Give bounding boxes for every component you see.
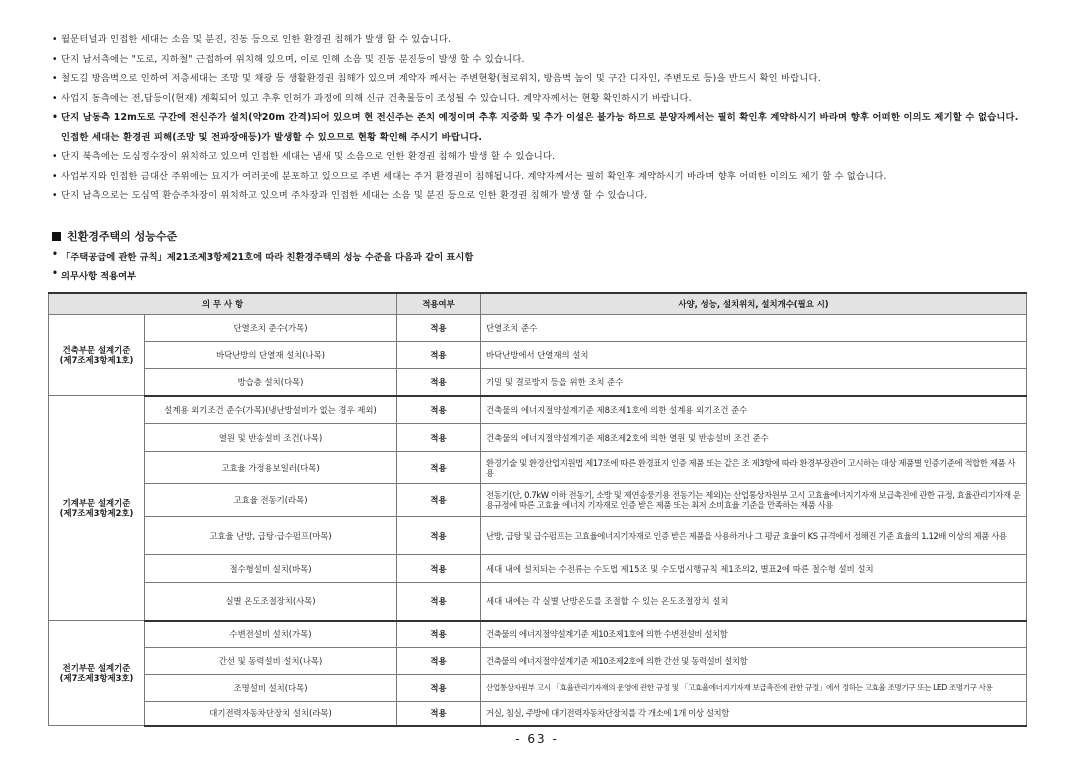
spec-cell: 세대 내에 설치되는 수전류는 수도법 제15조 및 수도법시행규칙 제1조의2, 별표2에 따른 절수형 설비 설치 — [481, 555, 1027, 583]
item-cell: 간선 및 동력설비 설치(나목) — [145, 648, 397, 675]
header-spec: 사양, 성능, 설치위치, 설치개수(필요 시) — [481, 293, 1027, 315]
table-header-row — [49, 293, 1027, 315]
apply-cell: 적용 — [397, 369, 481, 396]
item-cell: 단열조치 준수(가목) — [145, 315, 397, 342]
item-cell: 방습층 설치(다목) — [145, 369, 397, 396]
table-row — [49, 452, 1027, 484]
notice-item: • 사업지 동측에는 전,답등이(현재) 계획되어 있고 추후 인허가 과정에 의해 신규 건축물등이 조성될 수 있습니다. 계약자께서는 현황 확인하시기 바랍니다. — [52, 89, 1027, 109]
item-cell: 절수형설비 설치(바목) — [145, 555, 397, 583]
table-row — [49, 396, 1027, 424]
table-row — [49, 484, 1027, 517]
table-row — [49, 702, 1027, 726]
item-cell: 바닥난방의 단열재 설치(나목) — [145, 342, 397, 369]
item-cell: 실별 온도조절장치(사목) — [145, 583, 397, 621]
table-row — [49, 675, 1027, 702]
spec-cell: 기밀 및 결로방지 등을 위한 조치 준수 — [481, 369, 1027, 396]
notice-item: • 월문터널과 인접한 세대는 소음 및 분진, 진동 등으로 인한 환경권 침해가 발생 할 수 있습니다. — [52, 30, 1027, 50]
table-row — [49, 648, 1027, 675]
apply-cell: 적용 — [397, 484, 481, 517]
spec-cell: 단열조치 준수 — [481, 315, 1027, 342]
apply-cell: 적용 — [397, 702, 481, 726]
category-cell: 전기부문 설계기준 (제7조제3항제3호) — [49, 621, 145, 726]
item-cell: 설계용 외기조건 준수(가목)(냉난방설비가 없는 경우 제외) — [145, 396, 397, 424]
apply-cell: 적용 — [397, 315, 481, 342]
table-row — [49, 369, 1027, 396]
table-row — [49, 621, 1027, 648]
notice-list — [52, 30, 1027, 206]
apply-cell: 적용 — [397, 555, 481, 583]
item-cell: 고효율 가정용보일러(다목) — [145, 452, 397, 484]
item-cell: 대기전력자동차단장치 설치(라목) — [145, 702, 397, 726]
table-row — [49, 424, 1027, 452]
spec-cell: 바닥난방에서 단열재의 설치 — [481, 342, 1027, 369]
header-duty: 의 무 사 항 — [49, 293, 397, 315]
apply-cell: 적용 — [397, 517, 481, 555]
obligation-note: • 의무사항 적용여부 — [52, 268, 136, 282]
regulation-note: • 「주택공급에 관한 규칙」제21조제3항제21호에 따라 친환경주택의 성능 수준을 다음과 같이 표시함 — [52, 249, 473, 263]
spec-cell: 건축물의 에너지절약설계기준 제8조제1호에 의한 설계용 외기조건 준수 — [481, 396, 1027, 424]
spec-cell: 세대 내에는 각 실별 난방온도를 조절할 수 있는 온도조절장치 설치 — [481, 583, 1027, 621]
page-number: - 63 - — [515, 732, 559, 746]
apply-cell: 적용 — [397, 675, 481, 702]
item-cell: 조명설비 설치(다목) — [145, 675, 397, 702]
notice-item: • 단지 북측에는 도심정수장이 위치하고 있으며 인접한 세대는 냄새 및 소음으로 인한 환경권 침해가 발생 할 수 있습니다. — [52, 147, 1027, 167]
square-bullet-icon — [52, 232, 61, 241]
item-cell: 고효율 난방, 급탕·급수펌프(마목) — [145, 517, 397, 555]
table-row — [49, 517, 1027, 555]
apply-cell: 적용 — [397, 424, 481, 452]
notice-item-bold: • 단지 남동측 12m도로 구간에 전신주가 설치(약20m 간격)되어 있으며 현 전신주는 존치 예정이며 추후 지중화 및 추가 이설은 불가능 하므로 분양자께서는 필히 확인후 계약하시기 바라며 향후 어떠한 이의도 제기할 수 없습니다. 인접한 세대는 환경권 피해(조망 및 전파장애등)가 발생할 수 있으므로 현황 확인해 주시기 바랍니다. — [52, 108, 1027, 147]
spec-cell: 환경기술 및 환경산업지원법 제17조에 따른 환경표지 인증 제품 또는 같은 조 제3항에 따라 환경부장관이 고시하는 대상 제품별 인증기준에 적합한 제품 사용 — [481, 452, 1027, 484]
item-cell: 수변전설비 설치(가목) — [145, 621, 397, 648]
header-apply: 적용여부 — [397, 293, 481, 315]
apply-cell: 적용 — [397, 342, 481, 369]
table-row — [49, 555, 1027, 583]
notice-item: • 철도길 방음벽으로 인하여 저층세대는 조망 및 채광 등 생활환경권 침해가 있으며 계약자 께서는 주변현황(철로위치, 방음벽 높이 및 구간 디자인, 주변도로 등)을 반드시 확인 바랍니다. — [52, 69, 1027, 89]
table-row — [49, 342, 1027, 369]
apply-cell: 적용 — [397, 583, 481, 621]
notice-item: • 단지 남측으로는 도심역 환승주차장이 위치하고 있으며 주차장과 인접한 세대는 소음 및 분진 등으로 인한 환경권 침해가 발생 할 수 있습니다. — [52, 186, 1027, 206]
spec-cell: 난방, 급탕 및 급수펌프는 고효율에너지기자재로 인증 받은 제품을 사용하거나 그 평균 효율이 KS 규격에서 정해진 기준 효율의 1.12배 이상의 제품 사용 — [481, 517, 1027, 555]
apply-cell: 적용 — [397, 452, 481, 484]
notice-item: • 단지 남서측에는 "도로, 지하철" 근접하여 위치해 있으며, 이로 인해 소음 및 진동 분진등이 발생 할 수 있습니다. — [52, 50, 1027, 70]
table-row — [49, 583, 1027, 621]
category-cell: 건축부문 설계기준 (제7조제3항제1호) — [49, 315, 145, 396]
notice-item: • 사업부지와 인접한 금대산 주위에는 묘지가 여러곳에 분포하고 있으므로 주변 세대는 주거 환경권이 침해됩니다. 계약자께서는 필히 확인후 계약하시기 바라며 향후 어떠한 이의도 제기 할 수 없습니다. — [52, 167, 1027, 187]
spec-cell: 건축물의 에너지절약설계기준 제8조제2호에 의한 열원 및 반송설비 조건 준수 — [481, 424, 1027, 452]
item-cell: 고효율 전동기(라목) — [145, 484, 397, 517]
apply-cell: 적용 — [397, 396, 481, 424]
spec-cell: 건축물의 에너지절약설계기준 제10조제2호에 의한 간선 및 동력설비 설치함 — [481, 648, 1027, 675]
table-row — [49, 315, 1027, 342]
apply-cell: 적용 — [397, 648, 481, 675]
spec-cell: 전동기(단, 0.7kW 이하 전동기, 소방 및 제연송풍기용 전동기는 제외)는 산업통상자원부 고시 고효율에너지기자재 보급촉진에 관한 규정, 효율관리기자재 운용규정에 따른 고효율 에너지 기자재로 인증 받은 제품 또는 최저 소비효율 기준을 만족하는 제품 사용 — [481, 484, 1027, 517]
section-title-text: 친환경주택의 성능수준 — [67, 230, 178, 243]
category-cell: 기계부문 설계기준 (제7조제3항제2호) — [49, 396, 145, 621]
item-cell: 열원 및 반송설비 조건(나목) — [145, 424, 397, 452]
section-title — [52, 228, 177, 244]
eco-performance-table — [48, 292, 1027, 727]
spec-cell: 건축물의 에너지절약설계기준 제10조제1호에 의한 수변전설비 설치함 — [481, 621, 1027, 648]
spec-cell: 산업통상자원부 고시 「효율관리기자재의 운영에 관한 규정 및 「고효율에너지기자재 보급촉진에 관한 규정」에서 정하는 고효율 조명기구 또는 LED 조명기구 사용 — [481, 675, 1027, 702]
apply-cell: 적용 — [397, 621, 481, 648]
spec-cell: 거실, 침실, 주방에 대기전력자동차단장치를 각 개소에 1개 이상 설치함 — [481, 702, 1027, 726]
